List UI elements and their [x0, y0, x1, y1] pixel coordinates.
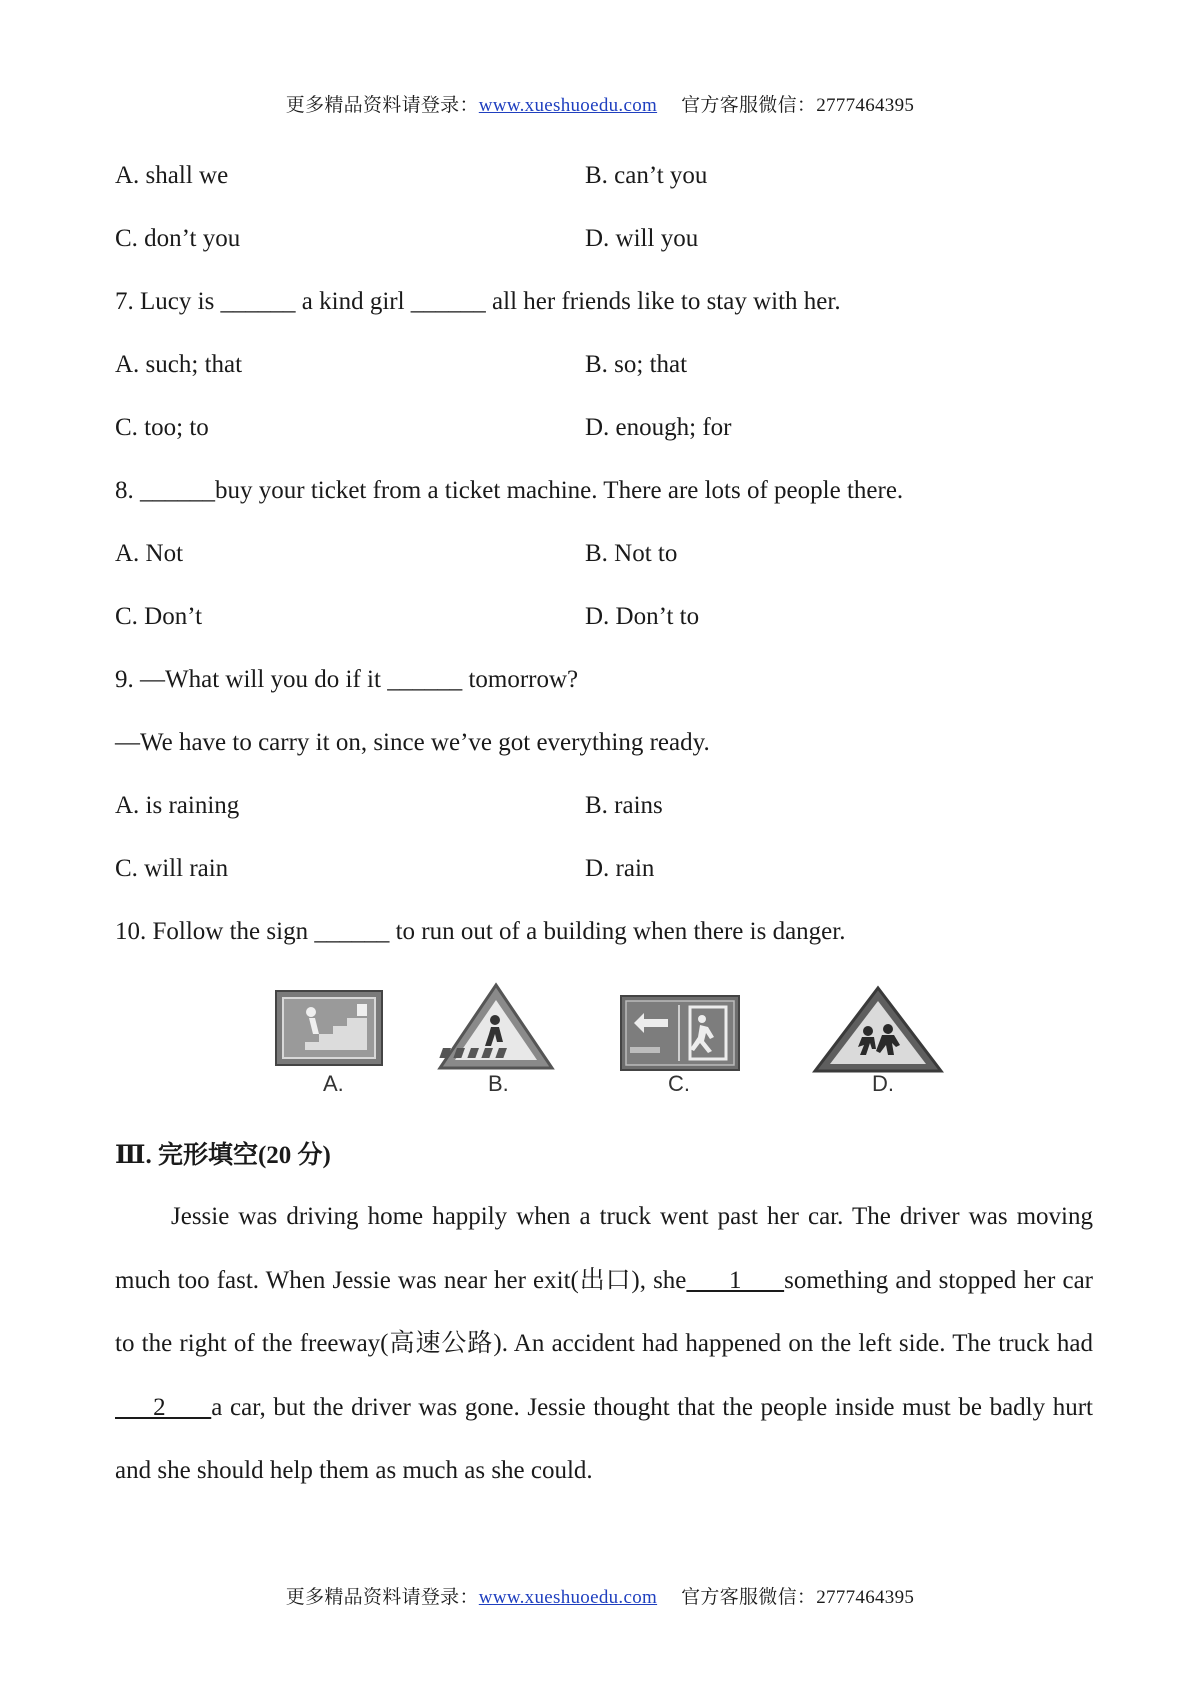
q9-option-a: A. is raining	[115, 792, 240, 819]
stairs-sign-icon	[275, 990, 383, 1071]
children-crossing-sign-icon	[812, 985, 944, 1080]
q7-option-a: A. such; that	[115, 351, 243, 378]
q6-option-d: D. will you	[585, 225, 699, 252]
q7-option-b: B. so; that	[585, 351, 688, 378]
page-header	[0, 90, 1200, 117]
footer-prefix: 更多精品资料请登录：	[285, 1587, 479, 1608]
q8-option-c: C. Don’t	[115, 603, 203, 630]
sign-label-c: C.	[668, 1071, 690, 1096]
sign-label-a: A.	[323, 1071, 344, 1096]
q9-option-b: B. rains	[585, 792, 663, 819]
q9-option-d: D. rain	[585, 855, 655, 882]
q8-option-b: B. Not to	[585, 540, 678, 567]
q6-option-a: A. shall we	[115, 162, 229, 189]
header-prefix: 更多精品资料请登录：	[285, 95, 479, 116]
blank-2: 2	[115, 1393, 212, 1421]
q8-option-d: D. Don’t to	[585, 603, 700, 630]
q6-option-b: B. can’t you	[585, 162, 708, 189]
pedestrian-crossing-sign-icon	[437, 982, 555, 1077]
page-footer	[0, 1582, 1200, 1609]
q9-reply: —We have to carry it on, since we’ve got everything ready.	[115, 729, 710, 756]
q7-option-c: C. too; to	[115, 414, 209, 441]
blank-1: 1	[686, 1266, 785, 1294]
passage	[115, 1185, 1093, 1503]
passage-part3: a car, but the driver was gone. Jessie thought that the people inside must be badly hurt and she should help them as much as she could.	[115, 1393, 1093, 1484]
q8-stem: 8. ______buy your ticket from a ticket machine. There are lots of people there.	[115, 477, 904, 504]
section-title: Ⅲ. 完形填空(20 分)	[115, 1142, 331, 1169]
q10-stem: 10. Follow the sign ______ to run out of a building when there is danger.	[115, 918, 846, 945]
q7-option-d: D. enough; for	[585, 414, 732, 441]
header-link[interactable]: www.xueshuoedu.com	[478, 95, 658, 116]
emergency-exit-sign-icon	[620, 995, 740, 1076]
header-service: 官方客服微信：2777464395	[681, 95, 915, 116]
q8-option-a: A. Not	[115, 540, 184, 567]
q7-stem: 7. Lucy is ______ a kind girl ______ all her friends like to stay with her.	[115, 288, 841, 315]
sign-label-b: B.	[488, 1071, 509, 1096]
sign-label-d: D.	[872, 1071, 894, 1096]
q9-stem: 9. —What will you do if it ______ tomorrow?	[115, 666, 579, 693]
q6-option-c: C. don’t you	[115, 225, 241, 252]
q9-option-c: C. will rain	[115, 855, 229, 882]
footer-service: 官方客服微信：2777464395	[681, 1587, 915, 1608]
passage-part2: something and stopped her car to the right of the freeway(高速公路). An accident had happened on the left side. The truck had	[115, 1266, 1093, 1357]
footer-link[interactable]: www.xueshuoedu.com	[478, 1587, 658, 1608]
passage-part1: Jessie was driving home happily when a truck went past her car. The driver was moving much too fast. When Jessie was near her exit(出口), she	[115, 1203, 1093, 1294]
